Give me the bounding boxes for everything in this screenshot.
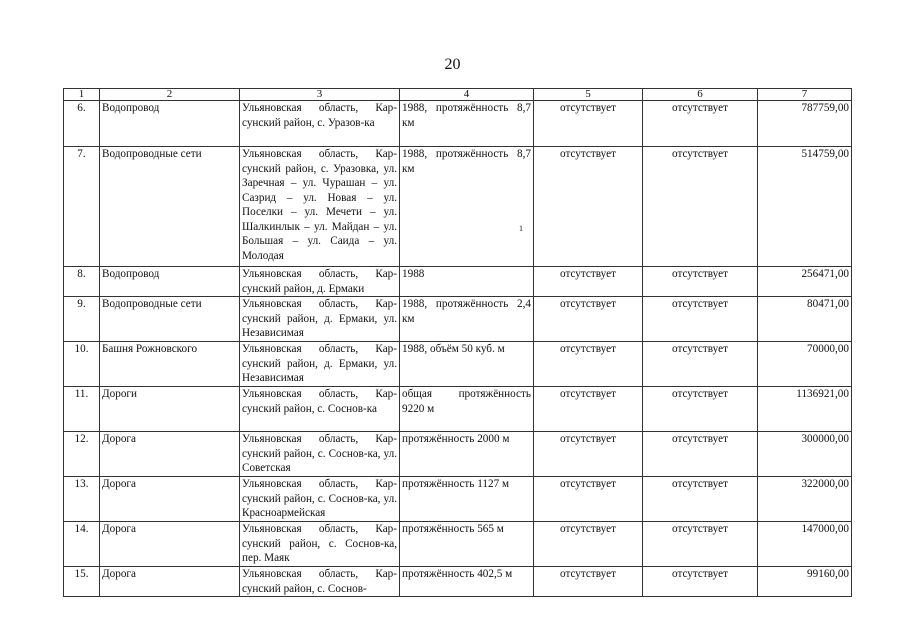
object-address: Ульяновская область, Кар-сунский район, с. Соснов- [240,567,400,597]
column-5-value: отсутствует [534,522,643,567]
table-row [64,567,852,597]
object-address: Ульяновская область, Кар-сунский район, с. Уразовка, ул. Заречная – ул. Чурашан – ул. Сазрид – ул. Новая – ул. Поселки – ул. Мечети – ул. Шалкинлык – ул. Майдан – ул. Большая – ул. Саида – ул. Молодая [240,147,400,267]
cost-value: 99160,00 [758,567,852,597]
column-5-value: отсутствует [534,432,643,477]
object-name: Башня Рожновского [100,342,240,387]
row-number: 13. [64,477,100,522]
column-5-value: отсутствует [534,101,643,147]
column-6-value: отсутствует [643,147,758,267]
object-address: Ульяновская область, Кар-сунский район, д. Ермаки, ул. Независимая [240,297,400,342]
object-description: 1988, протяжённость 2,4 км [400,297,534,342]
column-header-2: 2 [100,89,240,101]
object-name: Водопроводные сети [100,147,240,267]
column-5-value: отсутствует [534,147,643,267]
cost-value: 1136921,00 [758,387,852,432]
object-description-cell [400,147,534,267]
column-6-value: отсутствует [643,267,758,297]
column-header-7: 7 [758,89,852,101]
object-address: Ульяновская область, Кар-сунский район, с. Соснов-ка [240,387,400,432]
column-5-value: отсутствует [534,477,643,522]
object-address: Ульяновская область, Кар-сунский район, д. Ермаки [240,267,400,297]
row-number: 15. [64,567,100,597]
object-name: Водопровод [100,267,240,297]
cost-value: 256471,00 [758,267,852,297]
column-6-value: отсутствует [643,342,758,387]
table-row [64,101,852,147]
object-name: Дорога [100,477,240,522]
row-number: 12. [64,432,100,477]
column-6-value: отсутствует [643,522,758,567]
object-description: протяжённость 2000 м [400,432,534,477]
column-6-value: отсутствует [643,432,758,477]
column-5-value: отсутствует [534,387,643,432]
object-name: Дорога [100,567,240,597]
cost-value: 80471,00 [758,297,852,342]
column-6-value: отсутствует [643,477,758,522]
row-number: 9. [64,297,100,342]
header-row [64,89,852,101]
object-description: протяжённость 565 м [400,522,534,567]
object-name: Водопровод [100,101,240,147]
description-wrapper [402,147,531,233]
object-description: 1988, протяжённость 8,7 км [400,101,534,147]
column-header-3: 3 [240,89,400,101]
stray-mark: 1 [519,224,523,233]
object-description: 1988, объём 50 куб. м [400,342,534,387]
cost-value: 322000,00 [758,477,852,522]
row-number: 6. [64,101,100,147]
cost-value: 787759,00 [758,101,852,147]
page-number: 20 [444,56,461,73]
object-name: Дороги [100,387,240,432]
table-row [64,477,852,522]
column-5-value: отсутствует [534,267,643,297]
column-6-value: отсутствует [643,297,758,342]
column-header-1: 1 [64,89,100,101]
table-row [64,432,852,477]
column-header-4: 4 [400,89,534,101]
table-row [64,297,852,342]
table-row [64,387,852,432]
cost-value: 147000,00 [758,522,852,567]
row-number: 10. [64,342,100,387]
object-name: Дорога [100,522,240,567]
object-name: Дорога [100,432,240,477]
table-row [64,522,852,567]
object-description: 1988 [400,267,534,297]
object-address: Ульяновская область, Кар-сунский район, с. Соснов-ка, ул. Красноармейская [240,477,400,522]
column-6-value: отсутствует [643,387,758,432]
object-description: 1988, протяжённость 8,7 км [402,148,531,175]
object-address: Ульяновская область, Кар-сунский район, с. Соснов-ка, пер. Маяк [240,522,400,567]
row-number: 14. [64,522,100,567]
object-address: Ульяновская область, Кар-сунский район, с. Уразов-ка [240,101,400,147]
row-number: 7. [64,147,100,267]
table-row [64,342,852,387]
column-header-6: 6 [643,89,758,101]
property-register-table [63,88,852,597]
row-number: 8. [64,267,100,297]
object-address: Ульяновская область, Кар-сунский район, с. Соснов-ка, ул. Советская [240,432,400,477]
object-description: протяжённость 1127 м [400,477,534,522]
object-description: протяжённость 402,5 м [400,567,534,597]
row-number: 11. [64,387,100,432]
cost-value: 70000,00 [758,342,852,387]
column-6-value: отсутствует [643,101,758,147]
object-address: Ульяновская область, Кар-сунский район, д. Ермаки, ул. Независимая [240,342,400,387]
cost-value: 300000,00 [758,432,852,477]
table-row [64,147,852,267]
column-header-5: 5 [534,89,643,101]
table-row [64,267,852,297]
column-6-value: отсутствует [643,567,758,597]
column-5-value: отсутствует [534,297,643,342]
object-name: Водопроводные сети [100,297,240,342]
cost-value: 514759,00 [758,147,852,267]
object-description: общая протяжённость 9220 м [400,387,534,432]
column-5-value: отсутствует [534,567,643,597]
column-5-value: отсутствует [534,342,643,387]
